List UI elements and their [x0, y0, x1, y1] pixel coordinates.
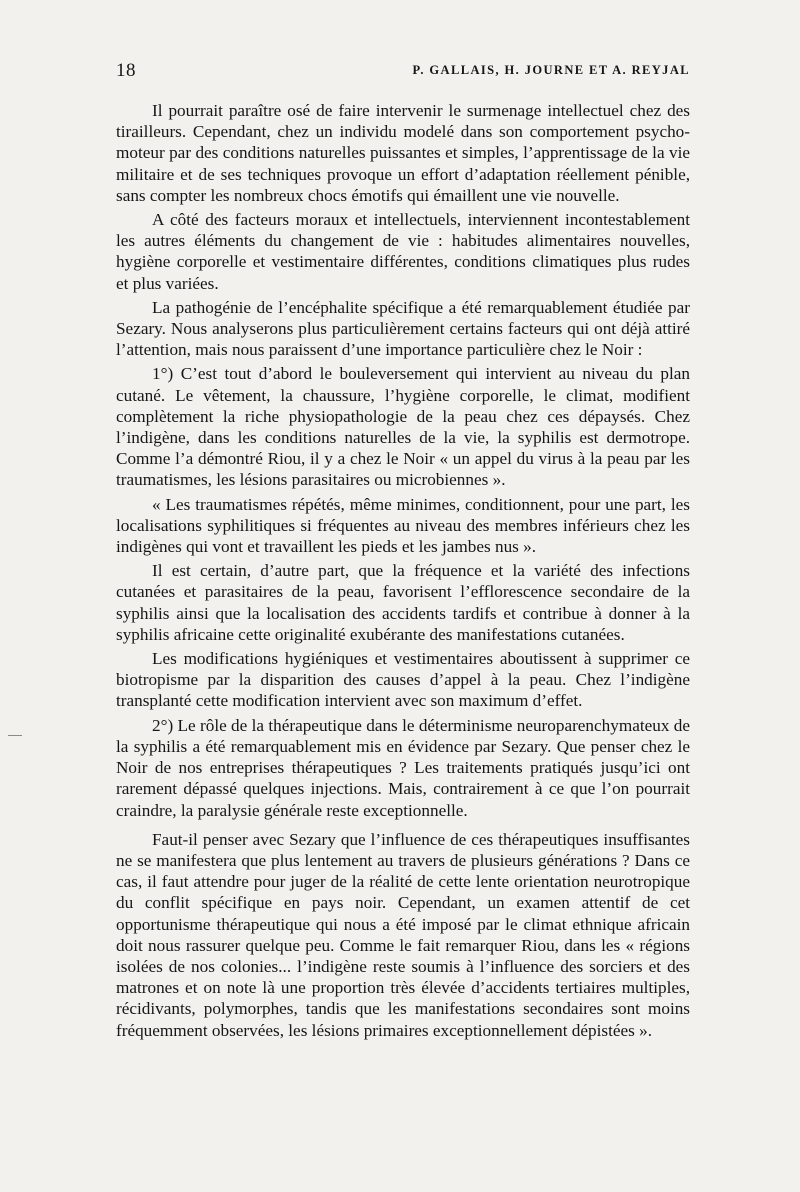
- running-head-authors: P. GALLAIS, H. JOURNE ET A. REYJAL: [412, 63, 690, 77]
- paragraph-point-1: 1°) C’est tout d’abord le bouleversement qui intervient au niveau du plan cutané. Le vêtement, la chaussure, l’hygiène corporelle, le climat, modifient complètement la riche physiopathologie de la peau chez ces dépaysés. Chez l’indigène, dans les conditions naturelles de la vie, la syphilis est dermotrope. Comme l’a démontré Riou, il y a chez le Noir « un appel du virus à la peau par les traumatismes, les lésions parasitaires ou microbiennes ».: [116, 364, 690, 490]
- paragraph-sezary: Faut-il penser avec Sezary que l’influence de ces thérapeutiques insuffisantes ne se manifestera que plus lentement au travers de plusieurs générations ? Dans ce cas, il faut attendre pour juger de la réalité de cette lente orientation neurotropique du conflit spécifique en pays noir. Cependant, un examen attentif de cet opportunisme thérapeutique qui nous a été imposé par le climat ethnique africain doit nous rassurer quelque peu. Comme le fait remarquer Riou, dans les « régions isolées de nos colonies... l’indigène reste soumis à l’influence des sorciers et des matrones et on note là une proportion très élevée d’accidents tertiaires multiples, récidivants, polymorphes, tandis que les manifestations secondaires sont moins fréquemment observées, les lésions primaires exceptionnellement dépistées ».: [116, 829, 690, 1040]
- paragraph-infections: Il est certain, d’autre part, que la fréquence et la variété des infections cutanées et parasitaires de la peau, favorisent l’efflorescence secondaire de la syphilis ainsi que la localisation des accidents tardifs et contribue à donner à la syphilis africaine cette originalité exubérante des manifestations cutanées.: [116, 561, 690, 644]
- paragraph-facteurs: A côté des facteurs moraux et intellectuels, interviennent incontestablement les autres éléments du changement de vie : habitudes alimentaires nouvelles, hygiène corporelle et vestimentaire différentes, conditions climatiques plus rudes et plus variées.: [116, 210, 690, 293]
- paragraph-point-2: 2°) Le rôle de la thérapeutique dans le déterminisme neuroparenchymateux de la syphilis a été remarquablement mis en évidence par Sezary. Que penser chez le Noir de nos entreprises thérapeutiques ? Les traitements pratiqués jusqu’ici ont rarement dépassé quelques injections. Mais, contrairement à ce que l’on pourrait craindre, la paralysie générale reste exceptionnelle.: [116, 715, 690, 820]
- page-header: [116, 60, 690, 84]
- page-number: 18: [116, 60, 136, 81]
- paragraph-pathogenie: La pathogénie de l’encéphalite spécifique a été remarquablement étudiée par Sezary. Nous analyserons plus particulièrement certains facteurs qui ont déjà attiré l’attention, mais nous paraissent d’une importance particulière chez le Noir :: [116, 297, 690, 360]
- body-text: [116, 100, 690, 1044]
- paragraph-surmenage: Il pourrait paraître osé de faire intervenir le surmenage intellectuel chez des tirailleurs. Cependant, chez un individu modelé dans son comportement psycho-moteur par des conditions naturelles puissantes et simples, l’apprentissage de la vie militaire et de ses techniques provoque un effort d’adaptation réellement pénible, sans compter les nombreux chocs émotifs qui émaillent une vie nouvelle.: [116, 101, 690, 205]
- paragraph-modifications: Les modifications hygiéniques et vestimentaires aboutissent à supprimer ce biotropisme par la disparition des causes d’appel à la peau. Chez l’indigène transplanté cette modification intervient avec son maximum d’effet.: [116, 649, 690, 711]
- paragraph-citation-traumatismes: « Les traumatismes répétés, même minimes, conditionnent, pour une part, les localisations syphilitiques si fréquentes au niveau des membres inférieurs chez les indigènes qui vont et travaillent les pieds et les jambes nus ».: [116, 494, 690, 557]
- margin-mark: [8, 735, 22, 736]
